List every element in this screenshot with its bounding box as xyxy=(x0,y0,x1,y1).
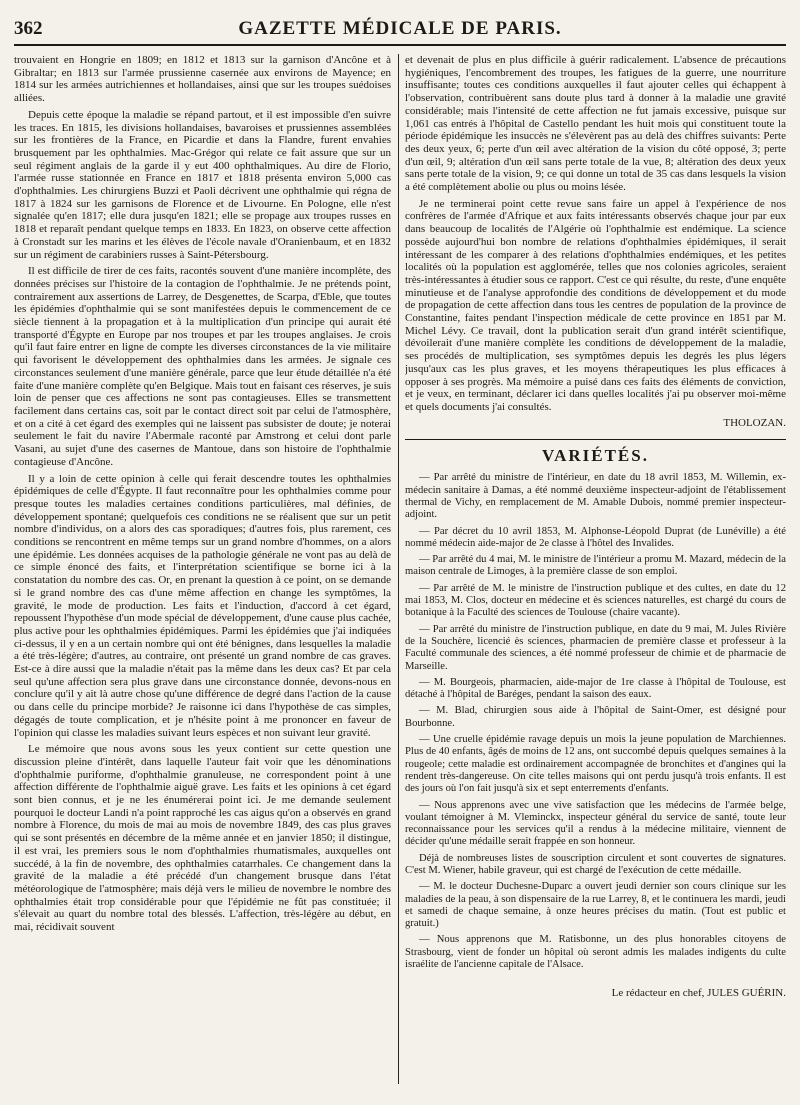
news-item: — Par arrêté de M. le ministre de l'instruction publique et des cultes, en date du 12 mai 1853, M. Clos, docteur en médecine et ès sciences naturelles, est chargé du cours de botanique à la Faculté des sciences de Toulouse (chaire vacante). xyxy=(405,582,786,619)
left-column xyxy=(14,54,391,1084)
paragraph: Je ne terminerai point cette revue sans faire un appel à l'expérience de nos confrères de l'armée d'Afrique et aux faits intéressants observés chaque jour par eux dans beaucoup de localités de l'Algérie où l'ophthalmie est endémique. La science possède aujourd'hui bon nombre de relations d'ophthalmies épidémiques, il serait intéressant de les comparer à des relations d'ophthalmies endémiques, et les petites localités où la population est agglomérée, telles que nos colonies agricoles, seraient très-intéressantes à étudier sous ce rapport. C'est ce qui résulte, du reste, d'une enquête minutieuse et de l'analyse approfondie des conditions de développement et du mode de propagation de cette affection dans tous les centres de population de la province de Constantine, faites pendant l'inspection médicale de cette province en 1851 par M. Michel Lévy. Ce travail, dont la publication serait d'un grand intérêt scientifique, dévoilerait d'une manière complète les conditions de développement de la maladie, ses procédés de multiplication, ses symptômes depuis les degrés les plus légers jusqu'aux cas les plus graves, et les moyens thérapeutiques les plus efficaces à opposer à ses progrès. Ma mémoire a puisé dans ces faits des éléments de conviction, et je veux, en terminant, déclarer ici dans quelles localités j'ai pu observer moi-même et quels documents j'ai consultés. xyxy=(405,197,786,413)
news-item: — Par décret du 10 avril 1853, M. Alphonse-Léopold Duprat (de Lunéville) a été nommé médecin aide-major de 2e classe à l'hôtel des Invalides. xyxy=(405,525,786,549)
paragraph: Il y a loin de cette opinion à celle qui ferait descendre toutes les ophthalmies épidémiques de celle d'Égypte. Il faut reconnaître pour les ophthalmies comme pour presque toutes les maladies certaines conditions particulières, mal définies, de développement spontané; quelquefois ces conditions ne se réalisent que sur un petit nombre d'individus, on a alors des cas sporadiques; d'autres fois, plus rarement, ces conditions se rencontrent en même temps sur un grand nombre d'hommes, on a alors une épidémie. Les données acquises de la pathologie générale ne vont pas au delà de ce simple énoncé des faits, et l'interprétation scientifique se borne ici à la constatation du nombre des cas. Or, en prenant la question à ce point, on se demande si le grand nombre des cas d'une même affection en change les symptômes, la gravité, le mode de production. Les faits et l'induction, d'accord à cet égard, repoussent l'hypothèse d'un mode spécial de développement, d'une cause plus cachée, plus active pour les ophthalmies épidémiques. Parmi les épidémies que j'ai indiquées ci-dessus, il y en a un certain nombre qui ont été bénignes, dans lesquelles la maladie a été très-légère; d'autres, au contraire, ont présenté un grand nombre de cas graves. Est-ce à dire aussi que la maladie n'était pas la même dans les deux cas? Et par cela seul qu'une affection sera plus grave dans une circonstance donnée, devons-nous en conclure qu'il y ait là autre chose qu'une différence de degré dans l'action de la cause ou dans celle du principe morbide? Je raisonne ici dans l'hypothèse de cas simples, dégagés de toute complication, et je n'hésite point à me prononcer en faveur de l'opinion qui classe les maladies suivant leurs espèces et non suivant leur gravité. xyxy=(14,472,391,739)
news-item: — Par arrêté du ministre de l'intérieur, en date du 18 avril 1853, M. Willemin, ex-médecin sanitaire à Damas, a été nommé deuxième inspecteur-adjoint de l'établissement thermal de Vichy, en remplacement de M. Amable Dubois, nommé premier inspecteur-adjoint. xyxy=(405,472,786,521)
journal-title: GAZETTE MÉDICALE DE PARIS. xyxy=(238,18,562,39)
column-divider xyxy=(398,54,399,1084)
running-head xyxy=(14,14,786,46)
news-item: — M. le docteur Duchesne-Duparc a ouvert jeudi dernier son cours clinique sur les maladies de la peau, à son dispensaire de la rue Larrey, 8, et le continuera les mardi, jeudi et samedi de chaque semaine, à onze heures précises du matin. (Tout est public et gratuit.) xyxy=(405,881,786,930)
paragraph: Depuis cette époque la maladie se répand partout, et il est impossible d'en suivre les traces. En 1815, les divisions hollandaises, bavaroises et prussiennes assemblées sur les frontières de la France, en Picardie et dans la Flandre, furent envahies brusquement par les ophthalmies. Mac-Grégor qui relate ce fait assure que sur un seul régiment anglais de la garde il y eut 400 ophthalmiques. Au dire de Florio, l'armée russe stationnée en France en 1817 et 1818 présenta environ 5,000 cas d'ophthalmies. Les chirurgiens Buzzi et Paoli décrivent une ophthalmie qui régna de 1817 à 1824 sur les garnisons de Florence et de Livourne. En Pologne, elle n'est signalée qu'en 1817; elle dura jusqu'en 1821; elle se propage aux troupes russes en 1818 et reparaît pendant quelque temps en 1833. En 1823, on observe cette affection à Cronstadt sur les marins et les élèves de l'école navale d'Oranienbaum, et en 1832 sur un régiment de carabiniers russes à Saint-Pétersbourg. xyxy=(14,108,391,261)
paragraph: Il est difficile de tirer de ces faits, racontés souvent d'une manière incomplète, des données précises sur l'histoire de la contagion de l'ophthalmie. Je ne prétends point, contrairement aux assertions de Larrey, de Desgenettes, de Scarpa, d'Eble, que toutes les épidémies d'ophthalmie qui se sont manifestées depuis le commencement de ce siècle tiennent à la propagation et à la multiplication d'un principe qui aurait été transporté d'Égypte en Europe par nos troupes et par les troupes anglaises. Je crois qu'il faut faire entrer en ligne de compte les diverses circonstances de la vie militaire qui favorisent le développement des ophthalmies dans les armées. Je signale ces circonstances seulement d'une manière générale, parce que leur étude détaillée n'a été faite d'une manière complète qu'en Belgique. Mais tout en faisant ces réserves, je suis loin de penser que ces affections ne sont pas contagieuses. Elles se transmettent facilement dans certains cas, soit par le contact direct soit par celui de l'atmosphère, et on a cité à cet égard des exemples qui ne laissent pas subsister de doute; je noterai seulement le fait du navire l'Abermale raconté par Amstrong et celui dont parle Vasani, au sujet d'une des casernes de Mantoue, dans son histoire de l'ophthalmie contagieuse d'Ancône. xyxy=(14,265,391,468)
news-item: — M. Bourgeois, pharmacien, aide-major de 1re classe à l'hôpital de Toulouse, est détaché à l'hôpital de Baréges, pendant la saison des eaux. xyxy=(405,676,786,701)
paragraph: Le mémoire que nous avons sous les yeux contient sur cette question une discussion pleine d'intérêt, dans laquelle l'auteur fait voir que les dénominations d'ophthalmie puriforme, d'ophthalmie granuleuse, ne correspondent point à une affection différente de l'ophthalmie aiguë grave. Les faits et les opinions à cet égard sont bien connus, et je ne les énumérerai point ici. Je me demande seulement pourquoi le docteur Landi n'a point rapproché les cas aigus qu'on a observés en grand nombre à Florence, du mois de mai au mois de novembre 1849, des cas plus graves qui se sont présentés en décembre de la même année et en janvier 1850; il distingue, il est vrai, les premiers sous le nom d'ophthalmies rhumatismales, auxquelles ont succédé, à la fin de novembre, des ophthalmies catarrhales. Ce changement dans la gravité de la maladie a été précédé d'un changement brusque dans l'état météorologique de l'atmosphère; mais déjà vers le milieu de novembre le nombre des ophthalmies était trop considérable pour que l'épidémie ne fût pas constituée; il s'élevait au quart du nombre total des blessés. L'affection, très-légère au début, en mai, récidivait souvent xyxy=(14,743,391,934)
section-divider xyxy=(405,439,786,440)
news-item: — Nous apprenons avec une vive satisfaction que les médecins de l'armée belge, voulant témoigner à M. Vleminckx, inspecteur général du service de santé, toute leur reconnaissance pour les services qu'il a rendus à la médecine militaire, viennent de décider qu'une médaille serait frappée en son honneur. xyxy=(405,799,786,848)
news-item: — M. Blad, chirurgien sous aide à l'hôpital de Saint-Omer, est désigné pour Bourbonne. xyxy=(405,705,786,729)
news-item: — Par arrêté du ministre de l'instruction publique, en date du 9 mai, M. Jules Rivière de la Souchère, licencié ès sciences, pharmacien de première classe et professeur à la Faculté communale des sciences, a été nommé professeur de chimie et de pharmacie de Marseille. xyxy=(405,623,786,672)
paragraph: et devenait de plus en plus difficile à guérir radicalement. L'absence de précautions hygiéniques, l'encombrement des troupes, les fatigues de la guerre, une nourriture insuffisante; toutes ces conditions auxquelles il faut ajouter celles qui échappent à l'observation, contribuèrent sans doute plus tard à donner à la maladie une gravité considérable; mais l'intensité de cette affection ne fut jamais excessive, puisque sur 1,061 cas entrés à l'hôpital de Castello pendant les huit mois qui constituent toute la période épidémique les insuccès ne s'élevèrent pas au delà des chiffres suivants: Perte des deux yeux, 6; perte d'un œil avec altération de la vision du côté opposé, 3; perte d'un œil, 9; altération d'un œil sans perte totale de la vue, 8; altération des deux yeux sans perte totale de la vision, 9; ce qui donne un total de 35 cas dans lesquels la vision a été complètement abolie ou plus ou moins lésée. xyxy=(405,54,786,194)
news-item: — Une cruelle épidémie ravage depuis un mois la jeune population de Marchiennes. Plus de 40 enfants, âgés de moins de 12 ans, ont succombé depuis quelques semaines à la rougeole; cette maladie est ordinairement accompagnée de bronchites et d'angines qui la rendent très-dangereuse. On cite telles maisons qui ont perdu jusqu'à trois enfants. Il est des jours où l'on fait jusqu'à six et sept enterrements d'enfants. xyxy=(405,734,786,795)
page-number: 362 xyxy=(14,18,43,39)
news-item: — Nous apprenons que M. Ratisbonne, un des plus honorables citoyens de Strasbourg, vient de fonder un hôpital où seront admis les malades indigents du culte israélite de l'ancienne capitale de l'Alsace. xyxy=(405,934,786,971)
news-item: Déjà de nombreuses listes de souscription circulent et sont couvertes de signatures. C'est M. Wiener, habile graveur, qui est chargé de l'exécution de cette médaille. xyxy=(405,852,786,876)
editor-in-chief-line: Le rédacteur en chef, JULES GUÉRIN. xyxy=(611,987,786,1000)
right-column xyxy=(405,54,786,1084)
paragraph: trouvaient en Hongrie en 1809; en 1812 et 1813 sur la garnison d'Ancône et à Gibraltar; en 1813 sur l'armée prussienne casernée aux environs de Mayence; en 1814 sur les armées autrichiennes et hollandaises, ainsi que sur les troupes suédoises alliées. xyxy=(14,54,391,105)
news-item: — Par arrêté du 4 mai, M. le ministre de l'intérieur a promu M. Mazard, médecin de la maison centrale de Limoges, à la première classe de son emploi. xyxy=(405,554,786,578)
varietes-heading: VARIÉTÉS. xyxy=(542,446,649,466)
article-signature: THOLOZAN. xyxy=(723,416,786,429)
